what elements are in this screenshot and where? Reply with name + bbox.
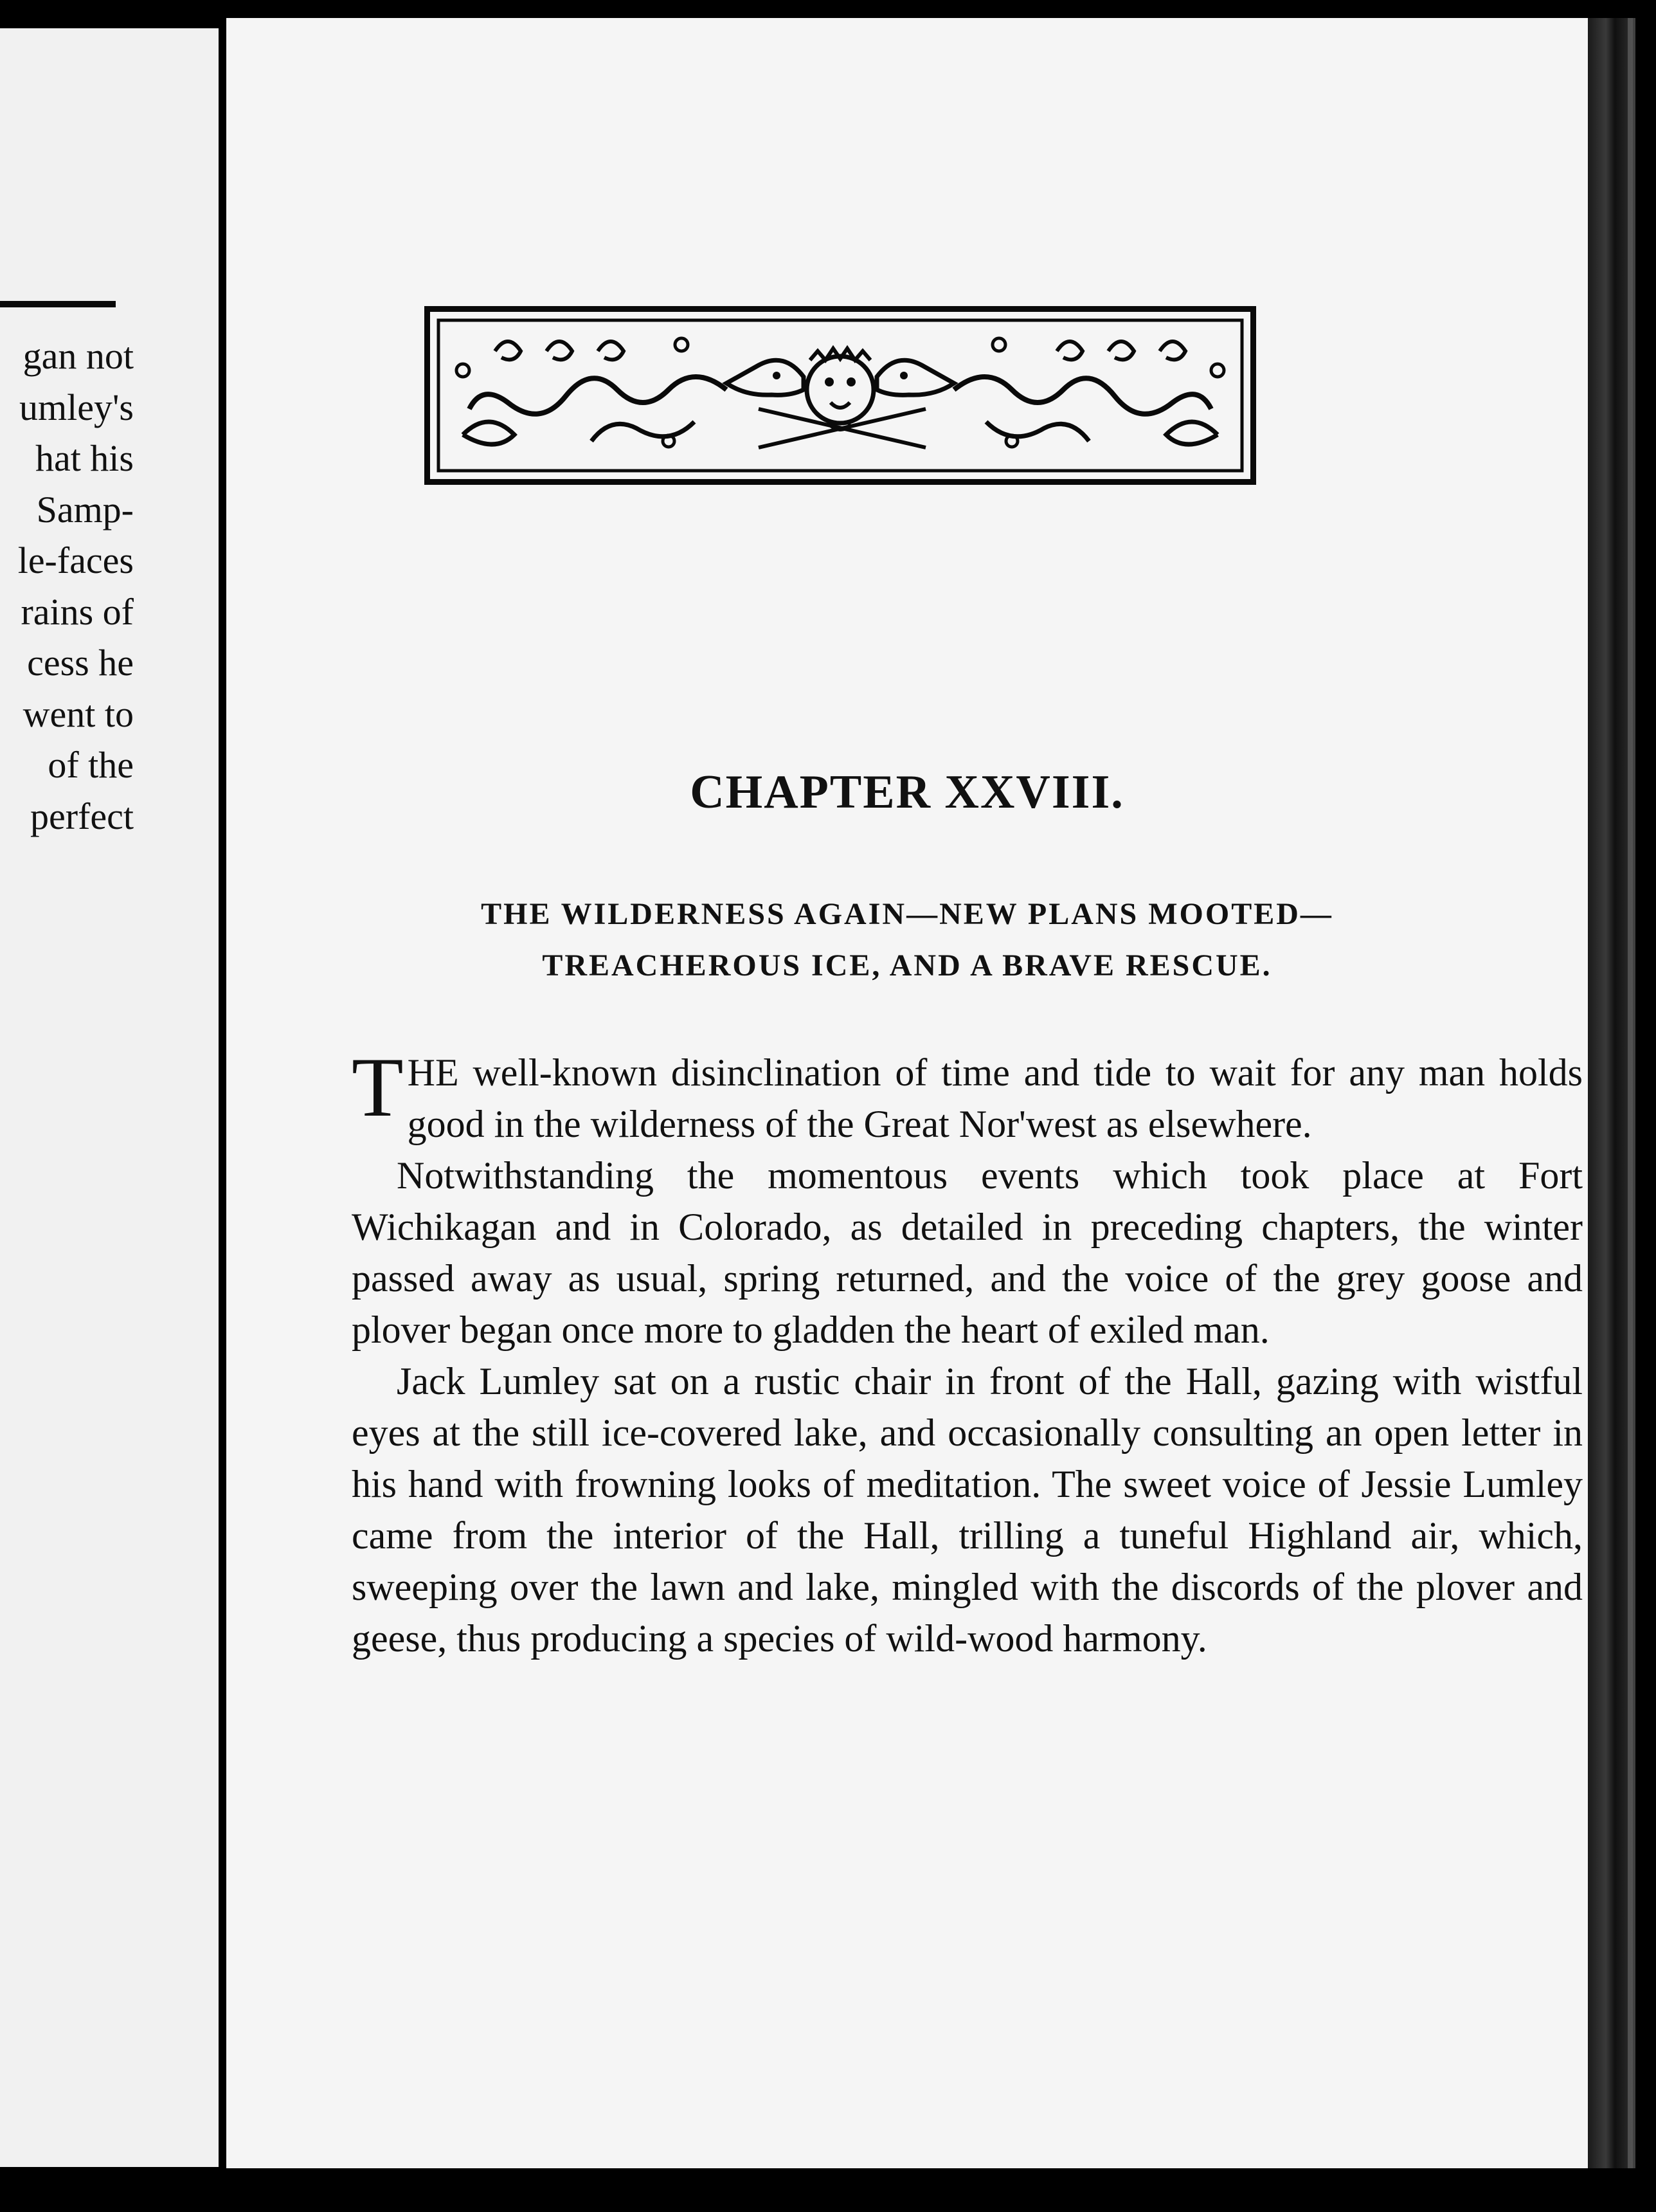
left-line: perfect: [30, 795, 134, 837]
left-page-rule: [0, 301, 116, 307]
paragraph-2: Notwithstanding the momentous events which took place at Fort Wichikagan and in Colorado, as detailed in preceding chapters, the winter passed away as usual, spring returned, and the voice of the grey goose and plover began once more to gladden the heart of exiled man.: [352, 1154, 1583, 1351]
drop-cap: T: [352, 1040, 404, 1134]
left-page-text: [18, 331, 134, 842]
chapter-body: [352, 1040, 1583, 1664]
left-line: gan not: [22, 335, 134, 377]
left-line: umley's: [19, 386, 134, 428]
chapter-subtitle-line-1: THE WILDERNESS AGAIN—NEW PLANS MOOTED—: [481, 897, 1333, 931]
chapter-headpiece-ornament: [424, 306, 1256, 485]
left-line: of the: [48, 744, 134, 786]
book-page-edges: [1588, 18, 1633, 2168]
chapter-subtitle-line-2: TREACHEROUS ICE, AND A BRAVE RESCUE.: [542, 948, 1272, 983]
left-line: went to: [22, 693, 134, 735]
left-page: [0, 28, 219, 2167]
chapter-title: CHAPTER XXVIII.: [690, 766, 1124, 819]
left-line: cess he: [27, 642, 134, 684]
paragraph-1-text: HE well-known disinclination of time and tide to wait for any man holds good in the wilderness of the Great Nor'west as elsewhere.: [407, 1051, 1583, 1145]
left-line: le-faces: [17, 539, 134, 581]
left-line: rains of: [21, 590, 134, 633]
left-line: hat his: [35, 437, 134, 479]
paragraph-1: [352, 1040, 1583, 1150]
right-page: [226, 18, 1588, 2168]
left-line: Samp-: [36, 488, 134, 530]
book-page-edge-highlight: [1628, 18, 1635, 2168]
ornament-icon: [424, 306, 1256, 485]
paragraph-3: Jack Lumley sat on a rustic chair in front of the Hall, gazing with wistful eyes at the still ice-covered lake, and occasionally consulting an open letter in his hand with frowning looks of meditation. The sweet voice of Jessie Lumley came from the interior of the Hall, trilling a tuneful Highland air, which, sweeping over the lawn and lake, mingled with the discords of the plover and geese, thus producing a species of wild-wood harmony.: [352, 1360, 1583, 1660]
